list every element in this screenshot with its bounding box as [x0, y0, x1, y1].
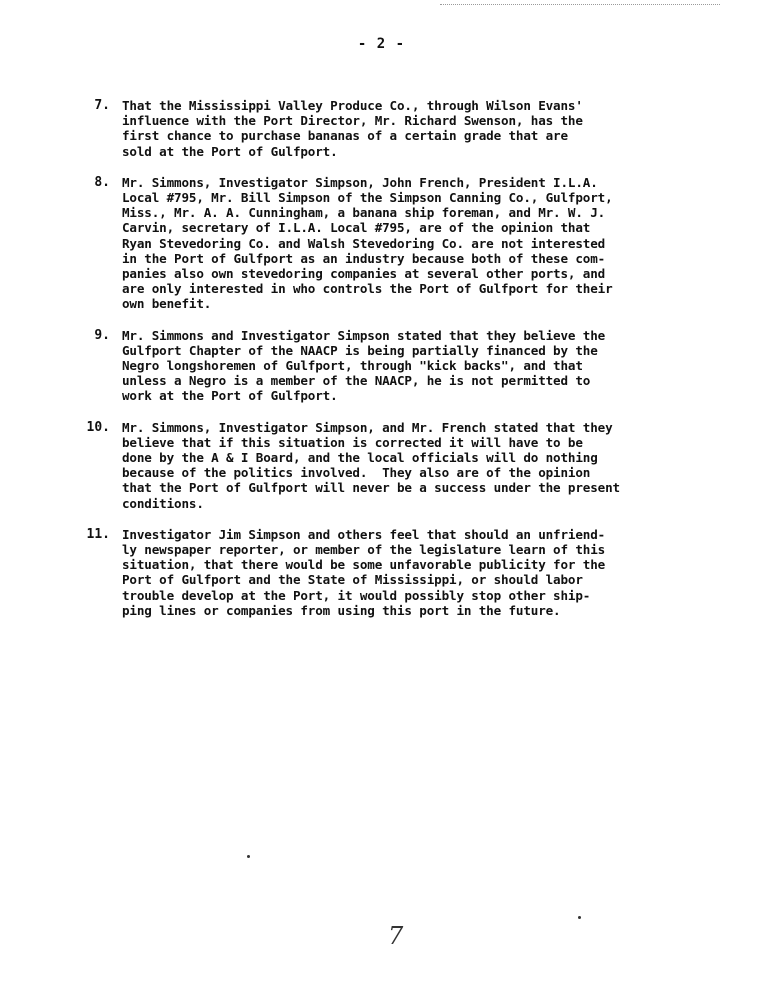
item-line: ly newspaper reporter, or member of the legislature learn of this: [122, 542, 606, 558]
item-line: Mr. Simmons, Investigator Simpson, and Mr. French stated that they: [122, 419, 613, 435]
item-line: Mr. Simmons, Investigator Simpson, John French, President I.L.A.: [122, 174, 598, 190]
item-text: [122, 328, 728, 404]
item-number: 7.: [94, 98, 110, 113]
item-line: Port of Gulfport and the State of Mississippi, or should labor: [122, 572, 583, 588]
item-text: [122, 420, 728, 511]
page-number: - 2 -: [357, 36, 406, 52]
list-item: [0, 175, 763, 312]
item-text: [122, 527, 728, 618]
item-line: Gulfport Chapter of the NAACP is being partially financed by the: [122, 342, 598, 358]
item-number: 9.: [94, 327, 110, 343]
item-line: are only interested in who controls the Port of Gulfport for their: [122, 281, 613, 297]
item-line: Carvin, secretary of I.L.A. Local #795, are of the opinion that: [122, 220, 591, 236]
scan-edge-rule: [440, 4, 720, 5]
item-line: trouble develop at the Port, it would possibly stop other ship-: [122, 587, 591, 603]
item-line: situation, that there would be some unfavorable publicity for the: [122, 557, 606, 573]
item-line: unless a Negro is a member of the NAACP, he is not permitted to: [122, 373, 591, 389]
item-line: believe that if this situation is corrected it will have to be: [122, 434, 583, 450]
item-line: Miss., Mr. A. A. Cunningham, a banana ship foreman, and Mr. W. J.: [122, 205, 606, 221]
item-line: done by the A & I Board, and the local officials will do nothing: [122, 450, 598, 466]
item-line: conditions.: [122, 495, 204, 511]
list-item: [0, 420, 763, 511]
item-number: 11.: [86, 526, 110, 542]
list-item: [0, 527, 763, 618]
item-line: Local #795, Mr. Bill Simpson of the Simpson Canning Co., Gulfport,: [122, 190, 613, 206]
item-line: Investigator Jim Simpson and others feel that should an unfriend-: [122, 526, 606, 542]
list-item: [0, 98, 763, 159]
item-line: work at the Port of Gulfport.: [122, 388, 338, 404]
item-line: That the Mississippi Valley Produce Co., through Wilson Evans': [122, 98, 583, 113]
item-number: 8.: [94, 174, 110, 190]
handwritten-mark: 7: [388, 922, 404, 950]
item-line: influence with the Port Director, Mr. Richard Swenson, has the: [122, 113, 583, 129]
item-line: sold at the Port of Gulfport.: [122, 143, 338, 159]
item-text: [122, 175, 728, 312]
item-line: ping lines or companies from using this port in the future.: [122, 602, 561, 618]
item-line: Negro longshoremen of Gulfport, through "kick backs", and that: [122, 358, 583, 374]
scan-speck: [247, 855, 250, 858]
item-line: first chance to purchase bananas of a certain grade that are: [122, 128, 568, 144]
item-text: [122, 98, 728, 159]
list-item: [0, 328, 763, 404]
item-number: 10.: [86, 419, 110, 435]
item-line: in the Port of Gulfport as an industry because both of these com-: [122, 250, 606, 266]
item-line: panies also own stevedoring companies at several other ports, and: [122, 266, 606, 282]
item-line: that the Port of Gulfport will never be a success under the present: [122, 480, 620, 496]
item-line: because of the politics involved. They also are of the opinion: [122, 465, 591, 481]
scan-speck: [578, 916, 581, 919]
item-line: Ryan Stevedoring Co. and Walsh Stevedoring Co. are not interested: [122, 235, 606, 251]
numbered-list: [0, 98, 763, 634]
item-line: Mr. Simmons and Investigator Simpson stated that they believe the: [122, 327, 606, 343]
item-line: own benefit.: [122, 296, 212, 312]
